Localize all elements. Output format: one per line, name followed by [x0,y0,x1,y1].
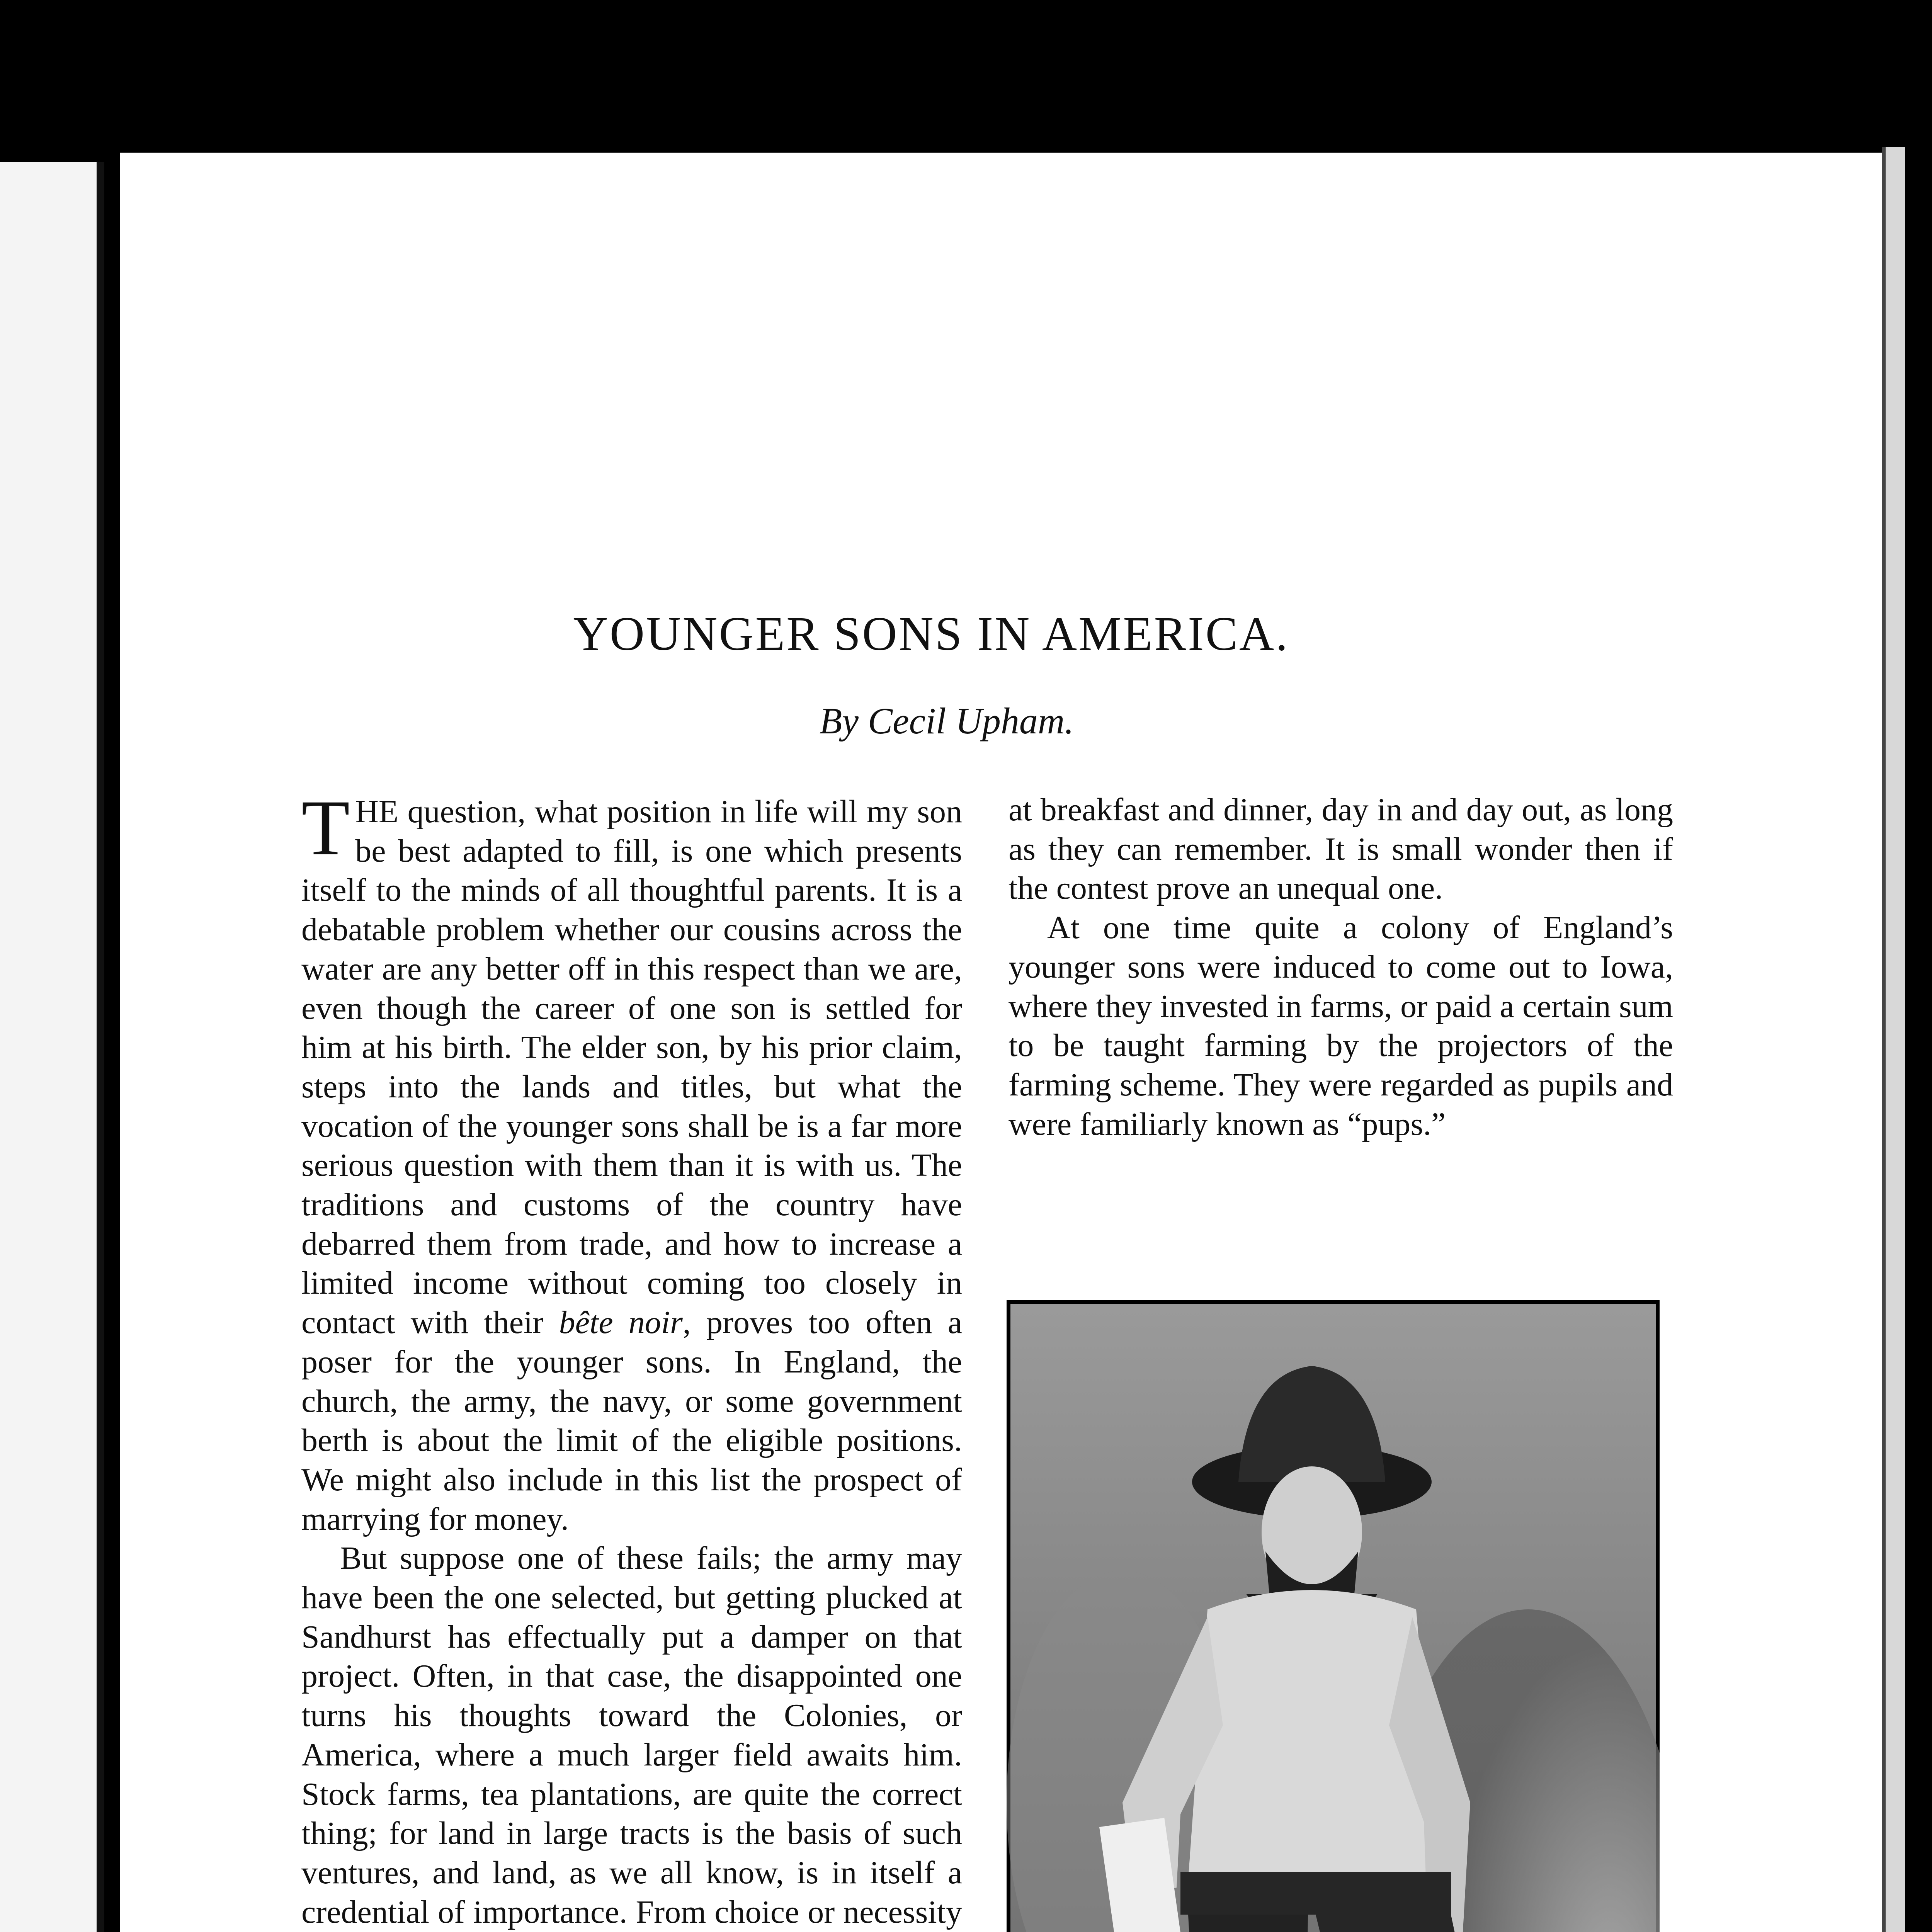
paragraph-3: at breakfast and dinner, day in and day out, as long as they can remember. It is small wonder then if the contest prove an unequal one. [1009,792,1673,906]
paragraph-4: At one time quite a colony of England’s younger sons were induced to come out to Iowa, where they invested in farms, or paid a certain sum to be taught farming by the projectors of the farming scheme. They were regarded as pupils and were familiarly known as “pups.” [1009,910,1673,1142]
portrait-photo [1007,1300,1660,1932]
page-edge-shadow [1882,147,1905,1932]
article-column-right [1009,790,1673,1144]
article-column-left [301,784,963,1932]
article-title: YOUNGER SONS IN AMERICA. [573,607,1289,661]
paragraph-2: But suppose one of these fails; the army may have been the one selected, but getting plucked at Sandhurst has effectually put a damper on that project. Often, in that case, the disappointed one turns his thoughts toward the Colonies, or America, where a much larger field awaits him. Stock farms, tea plantations, are quite the correct thing; for land in large tracts is the basis of such ventures, and land, as we all know, is in itself a credential of importance. From choice or necessity [301,1540,962,1930]
article-byline: By Cecil Upham. [819,700,1074,742]
left-page-edge [0,162,104,1932]
paragraph-1-end: , proves too often a poser for the younger sons. In England, the church, the army, the navy, or some government berth is about the limit of the eligible positions. We might also include in this list the prospect of marrying for money. [301,1304,963,1537]
italic-phrase: bête noir [559,1304,683,1341]
drop-cap: T [301,784,350,872]
paragraph-1-text: HE question, what position in life will my son be best adapted to fill, is one which presents itself to the minds of all thoughtful parents. It is a debatable problem whether our cousins across the water are any better off in this respect than we are, even though the career of one son is settled for him at his birth. The elder son, by his prior claim, steps into the lands and titles, but what the vocation of the younger sons shall be is a far more serious question with them than it is with us. The traditions and customs of the country have debarred them from trade, and how to increase a limited income without coming too closely in contact with their [301,794,962,1341]
paragraph-1 [301,784,963,1539]
cowboy-portrait-illustration [1007,1300,1660,1932]
